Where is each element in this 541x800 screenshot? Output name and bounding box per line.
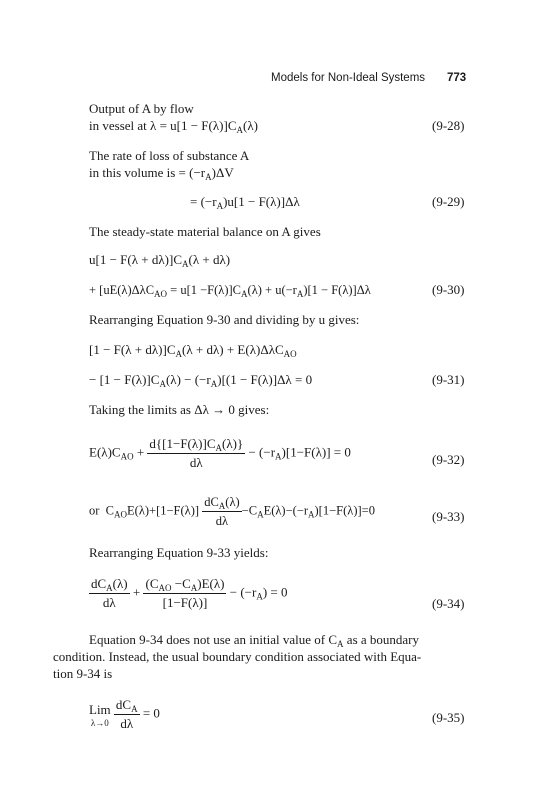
equation-9-35: Lim λ→0 $\frac{dC_A}{d\lambda}$ = 0 xyxy=(89,697,160,731)
equation-9-30-line2: + [$uE(\lambda)\Delta\lambda C_{AO} = u[1 -F(\lambda)]C_A(\lambda) + u(-r_A)[1 - F(\lambda)]\Delta\lambda$ xyxy=(89,283,371,299)
limit-operator: Lim λ→0 xyxy=(89,701,111,728)
equation-9-31-line1: $[1 - F(\lambda + d\lambda)]C_A(\lambda + d\lambda) + E(\lambda)\Delta\lambda C_{AO}$ xyxy=(89,342,297,359)
equation-number-9-29: (9-29) xyxy=(432,194,465,209)
text-boundary-line1: Equation 9-34 does not use an initial value of $C_A$ as a boundary xyxy=(89,632,419,649)
text-steady-state: The steady-state material balance on A gives xyxy=(89,224,321,239)
equation-number-9-35: (9-35) xyxy=(432,710,465,725)
text-boundary-line2: condition. Instead, the usual boundary condition associated with Equa- xyxy=(53,649,422,664)
text-output-line1: Output of A by flow xyxy=(89,101,194,116)
fraction-9-35: $\frac{dC_A}{d\lambda}$ xyxy=(115,697,138,731)
equation-9-32: $E(\lambda)C_{AO}$ + $\frac{d\{[1-F(\lambda)]C_A(\lambda)\}}{d\lambda}$ − $(-r_A)[1-F(\lambda)] = 0$ xyxy=(89,436,351,470)
equation-number-9-31: (9-31) xyxy=(432,372,465,387)
equation-9-33: or $C_{AO}E(\lambda)+[1-F(\lambda)]$ $\frac{dC_A(\lambda)}{d\lambda}$ $-C_AE(\lambda)-(-r_A)[1-F(\lambda)]=0$ xyxy=(89,495,375,528)
equation-9-29: = $(-r_A)u[1 - F(\lambda)]\Delta\lambda$ xyxy=(190,194,300,211)
equation-9-34: $\frac{dC_A(\lambda)}{d\lambda}$ + $\frac{(C_{AO} -C_A)E(\lambda)}{[1-F(\lambda)]}$ − $(-r_A) = 0$ xyxy=(91,576,288,610)
text-rate-line1: The rate of loss of substance A xyxy=(89,148,250,163)
running-header-title: Models for Non-Ideal Systems xyxy=(271,72,426,84)
page-number: 773 xyxy=(447,72,467,84)
equation-9-31-line2: − $[1 - F(\lambda)]C_A(\lambda) - (-r_A)[(1 - F(\lambda)]\Delta\lambda = 0$ xyxy=(89,372,313,389)
fraction-9-32: $\frac{d\{[1-F(\lambda)]C_A(\lambda)\}}{d\lambda}$ xyxy=(149,436,244,470)
equation-number-9-34: (9-34) xyxy=(432,596,465,611)
equation-number-9-28: (9-28) xyxy=(432,118,465,133)
equation-number-9-33: (9-33) xyxy=(432,509,465,524)
text-boundary-line3: tion 9-34 is xyxy=(53,666,113,681)
text-output-line2: in vessel at $\lambda = u[1 - F(\lambda)]C_A(\lambda)$ xyxy=(89,118,258,135)
equation-number-9-32: (9-32) xyxy=(432,452,465,467)
text-rearranging-9-30: Rearranging Equation 9-30 and dividing by u gives: xyxy=(89,312,360,327)
equation-9-30-line1: $u[1 - F(\lambda + d\lambda)]C_A(\lambda + d\lambda)$ xyxy=(89,252,231,269)
fraction-9-34-first: $\frac{dC_A(\lambda)}{d\lambda}$ xyxy=(91,576,128,610)
text-taking-limits: Taking the limits as Δλ → 0 gives: xyxy=(89,402,270,417)
fraction-9-33: $\frac{dC_A(\lambda)}{d\lambda}$ xyxy=(204,495,240,528)
fraction-9-34-second: $\frac{(C_{AO} -C_A)E(\lambda)}{[1-F(\lambda)]}$ xyxy=(145,576,225,610)
text-rearranging-9-33: Rearranging Equation 9-33 yields: xyxy=(89,545,269,560)
equation-number-9-30: (9-30) xyxy=(432,282,465,297)
text-rate-line2: in this volume is = $(-r_A)\Delta V$ xyxy=(89,165,234,182)
